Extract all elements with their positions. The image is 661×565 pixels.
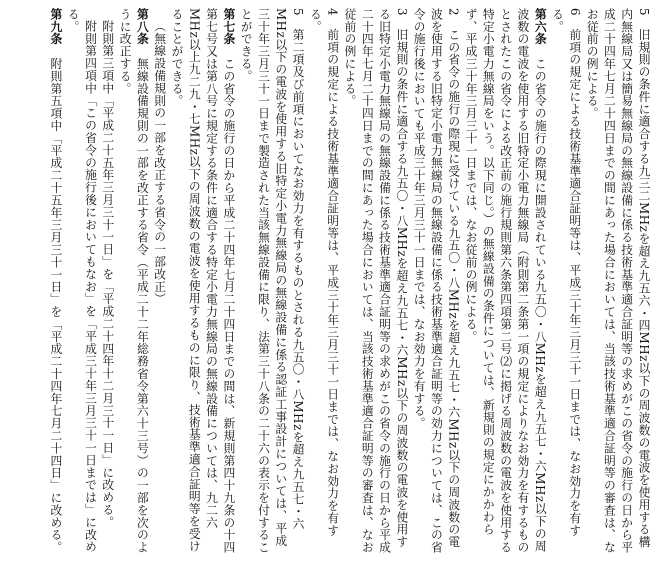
numbered-item [341, 8, 410, 556]
article-heading: 第九条 [48, 8, 63, 46]
paragraph-text: 5 第二項及び前項においてなお効力を有するものとされる九五〇・八MHzを超え九五七・六MHz以下の電波を使用する旧特定小電力無線局の無線設備に係る認証工事設計については、平成三十年三月三十一日まで製造された当該無線設備に限り、法第三十八条の二十六の表示を付することができる。 [239, 8, 306, 554]
section-caption [150, 8, 167, 556]
paragraph-text: 附則第四項中「この省令の施行後においてもなお」を「平成三十年三月三十一日までは」に改める。 [66, 8, 98, 553]
paragraph-text: 無線設備規則の一部を改正する省令（平成二十二年総務省令第六十三号）の一部を次のように改正する。 [118, 8, 150, 554]
vertical-text-body [6, 8, 652, 556]
paragraph-text: 6 前項の規定による技術基準適合証明等は、平成三十年三月三十一日までは、なお効力を有する。 [550, 8, 582, 537]
paragraph [64, 8, 99, 556]
paragraph-text: 附則第三項中「平成二十五年三月三十一日」を「平成二十四年十二月三十一日」に改める。 [100, 19, 115, 529]
numbered-item [548, 8, 583, 556]
paragraph-text: この省令の施行の日から平成二十四年七月二十四日までの間は、新規則第四十九条の十四第七号又は第八号に規定する条件に適合する特定小電力無線局の無線設備については、九二六MHz以上九二九・七MHz以下の周波数の電波を使用するものに限り、技術基準適合証明等を受けることができる。 [169, 8, 236, 554]
numbered-item [410, 8, 462, 556]
paragraph-text: 附則第五項中「平成二十五年三月三十一日」を「平成二十四年七月二十四日」に改める。 [48, 45, 63, 554]
article-paragraph [462, 8, 548, 556]
article-paragraph [168, 8, 237, 556]
article-paragraph [116, 8, 151, 556]
numbered-item [306, 8, 341, 556]
article-heading: 第八条 [135, 8, 150, 46]
paragraph-text: 5 旧規則の条件に適合する九三二MHzを超え九五六・四MHz以下の周波数の電波を使用する構内無線局又は簡易無線局の無線設備に係る技術基準適合証明等の求めがこの省令の施行の日から平成二十四年七月二十四日までの間にあった場合においては、当該技術基準適合証明等の審査は、なお従前の例による。 [585, 8, 651, 554]
article-heading: 第六条 [533, 8, 548, 46]
paragraph [99, 8, 116, 556]
paragraph-text: 2 この省令の施行の際現に受けている九五〇・八MHzを超え九五七・六MHz以下の周波数の電波を使用する旧特定小電力無線局の無線設備に係る技術基準適合証明等の効力については、この省令の施行後においても平成三十年三月三十一日までは、なお効力を有する。 [412, 8, 461, 554]
paragraph-text: （無線設備規則の一部を改正する省令の一部改正） [152, 19, 167, 305]
article-heading: 第七条 [221, 8, 236, 46]
article-paragraph [47, 8, 64, 556]
paragraph-text: 4 前項の規定による技術基準適合証明等は、平成三十年三月三十一日までは、なお効力を有する。 [308, 8, 340, 537]
paragraph-text: 3 旧規則の条件に適合する九五〇・八MHzを超え九五七・六MHz以下の周波数の電波を使用する旧特定小電力無線局の無線設備に係る技術基準適合証明等の求めがこの省令の施行の日から平成二十四年七月二十四日までの間にあった場合においては、当該技術基準適合証明等の審査は、なお従前の例による。 [342, 8, 409, 554]
numbered-item [237, 8, 306, 556]
paragraph-text: この省令の施行の際現に開設されている九五〇・八MHzを超え九五七・六MHz以下の周波数の電波を使用する旧特定小電力無線局（附則第二条第一項の規定によりなお効力を有するものとされたこの省令による改正前の施行規則第六条第四項第二号⑵に掲げる周波数の電波を使用する特定小電力無線局をいう。以下同じ。）の無線設備の条件については、新規則の規定にかかわらず、平成三十年三月三十一日までは、なお従前の例による。 [464, 8, 548, 554]
numbered-item [583, 8, 652, 556]
